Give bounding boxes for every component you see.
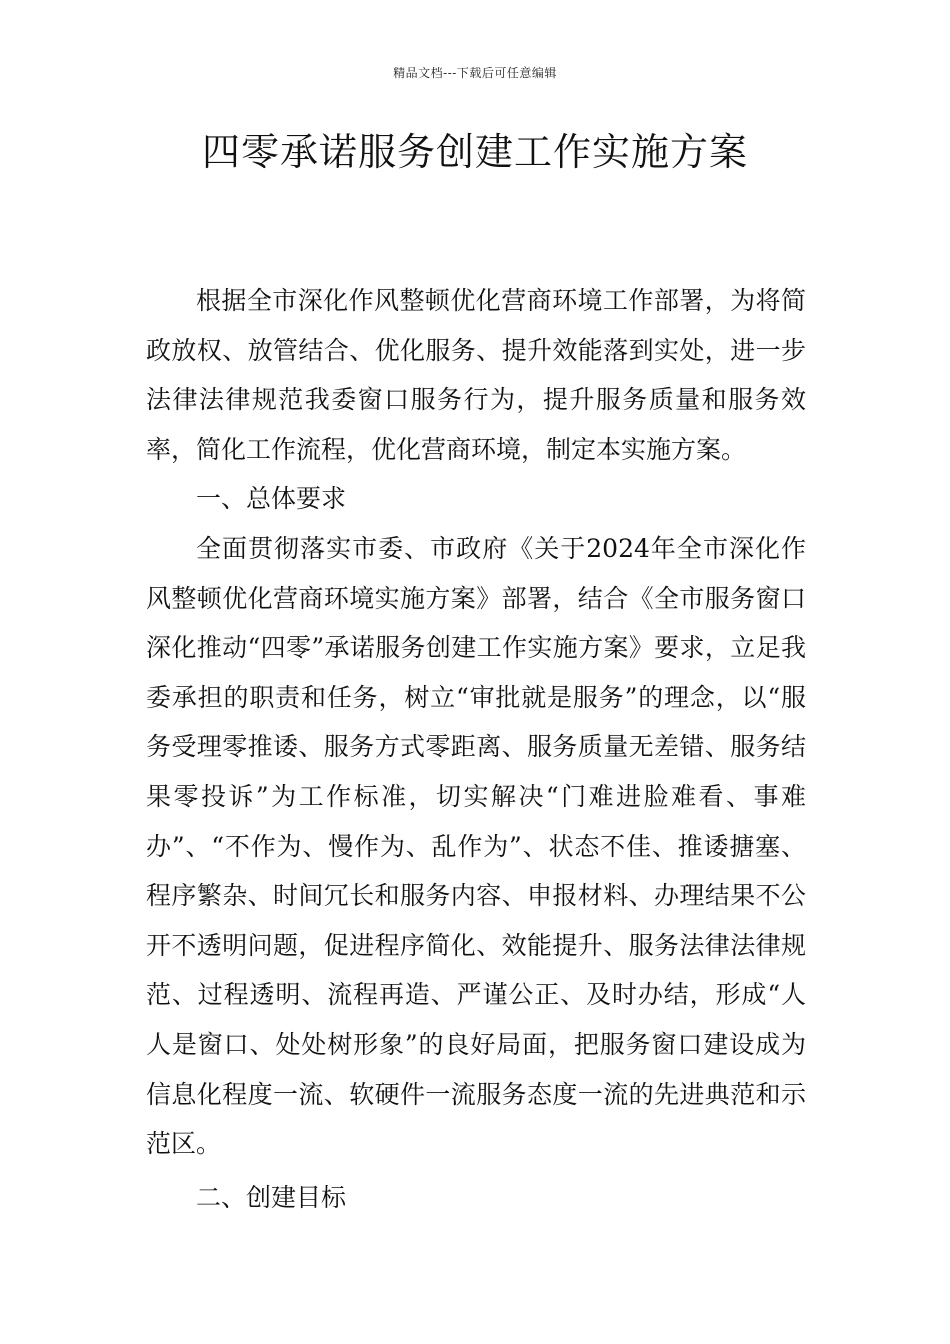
document-body [146, 276, 806, 1222]
section-heading-general-requirements: 一、总体要求 [196, 484, 347, 514]
section-heading-creation-goals: 二、创建目标 [196, 1182, 347, 1212]
general-requirements-paragraph: 全面贯彻落实市委、市政府《关于2024年全市深化作风整顿优化营商环境实施方案》部署，结合《全市服务窗口深化推动“四零”承诺服务创建工作实施方案》要求，立足我委承担的职责和任务，树立“审批就是服务”的理念，以“服务受理零推诿、服务方式零距离、服务质量无差错、服务结果零投诉”为工作标准，切实解决“门难进脸难看、事难办”、“不作为、慢作为、乱作为”、状态不佳、推诿搪塞、程序繁杂、时间冗长和服务内容、申报材料、办理结果不公开不透明问题，促进程序简化、效能提升、服务法律法律规范、过程透明、流程再造、严谨公正、及时办结，形成“人人是窗口、处处树形象”的良好局面，把服务窗口建设成为信息化程度一流、软硬件一流服务态度一流的先进典范和示范区。 [146, 533, 806, 1159]
document-title: 四零承诺服务创建工作实施方案 [201, 130, 748, 174]
page-header-note: 精品文档---下载后可任意编辑 [393, 66, 557, 80]
intro-paragraph: 根据全市深化作风整顿优化营商环境工作部署，为将简政放权、放管结合、优化服务、提升效能落到实处，进一步法律法律规范我委窗口服务行为，提升服务质量和服务效率，简化工作流程，优化营商环境，制定本实施方案。 [146, 286, 806, 464]
